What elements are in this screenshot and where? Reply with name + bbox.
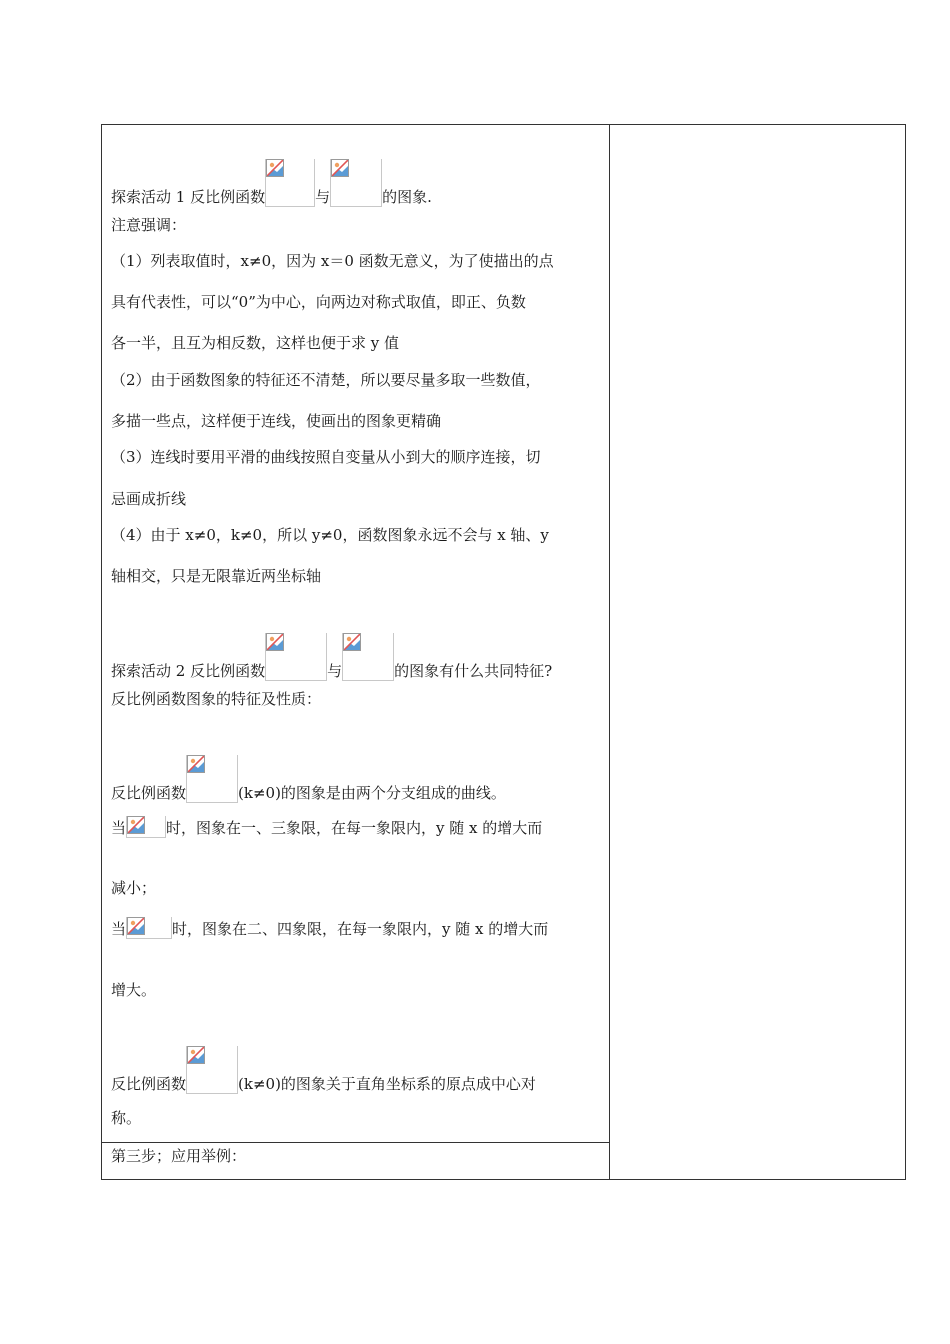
- broken-image-icon: [126, 917, 172, 939]
- activity-1-line: [111, 159, 432, 207]
- properties-line1: 反比例函数 (k≠0)的图象是由两个分支组成的曲线。: [111, 755, 506, 803]
- activity-2-line: [111, 633, 552, 681]
- broken-image-icon: [330, 159, 382, 207]
- broken-image-icon: [265, 159, 315, 207]
- activity-2-prefix: 探索活动 2 反比例函数: [111, 662, 266, 680]
- properties-case2-end: 增大。: [111, 981, 157, 999]
- properties-title: 反比例函数图象的特征及性质：: [111, 690, 322, 708]
- activity-1-suffix: 的图象.: [382, 188, 432, 206]
- notice-p1-line1: （1）列表取值时，x≠0，因为 x＝0 函数无意义，为了使描出的点: [111, 252, 554, 270]
- broken-image-icon: [342, 633, 394, 681]
- notice-title: 注意强调：: [111, 216, 187, 234]
- row-divider: [102, 1142, 609, 1143]
- broken-image-icon: [186, 1046, 238, 1094]
- notice-p4-line1: （4）由于 x≠0，k≠0，所以 y≠0，函数图象永远不会与 x 轴、y: [111, 526, 549, 544]
- lesson-table: [101, 124, 906, 1180]
- notice-p1-line3: 各一半，且互为相反数，这样也便于求 y 值: [111, 334, 400, 352]
- notice-p2-line2: 多描一些点，这样便于连线，使画出的图象更精确: [111, 412, 442, 430]
- properties-symmetry: 反比例函数 (k≠0)的图象关于直角坐标系的原点成中心对: [111, 1046, 536, 1094]
- notice-p3-line2: 忌画成折线: [111, 490, 187, 508]
- activity-1-connector: 与: [315, 188, 331, 206]
- activity-2-connector: 与: [327, 662, 343, 680]
- broken-image-icon: [126, 816, 166, 838]
- column-divider: [609, 125, 610, 1179]
- properties-symmetry-end: 称。: [111, 1109, 142, 1127]
- broken-image-icon: [186, 755, 238, 803]
- activity-2-suffix: 的图象有什么共同特征?: [394, 662, 553, 680]
- properties-case1: 当 时，图象在一、三象限，在每一象限内，y 随 x 的增大而: [111, 816, 542, 838]
- properties-case2: 当 时，图象在二、四象限，在每一象限内，y 随 x 的增大而: [111, 917, 548, 939]
- step-three-heading: 第三步；应用举例：: [111, 1147, 247, 1165]
- activity-1-prefix: 探索活动 1 反比例函数: [111, 188, 266, 206]
- properties-case1-end: 减小；: [111, 879, 157, 897]
- notice-p4-line2: 轴相交，只是无限靠近两坐标轴: [111, 567, 322, 585]
- notice-p1-line2: 具有代表性，可以“0”为中心，向两边对称式取值，即正、负数: [111, 293, 526, 311]
- notice-p3-line1: （3）连线时要用平滑的曲线按照自变量从小到大的顺序连接，切: [111, 448, 541, 466]
- broken-image-icon: [265, 633, 327, 681]
- notice-p2-line1: （2）由于函数图象的特征还不清楚，所以要尽量多取一些数值，: [111, 371, 541, 389]
